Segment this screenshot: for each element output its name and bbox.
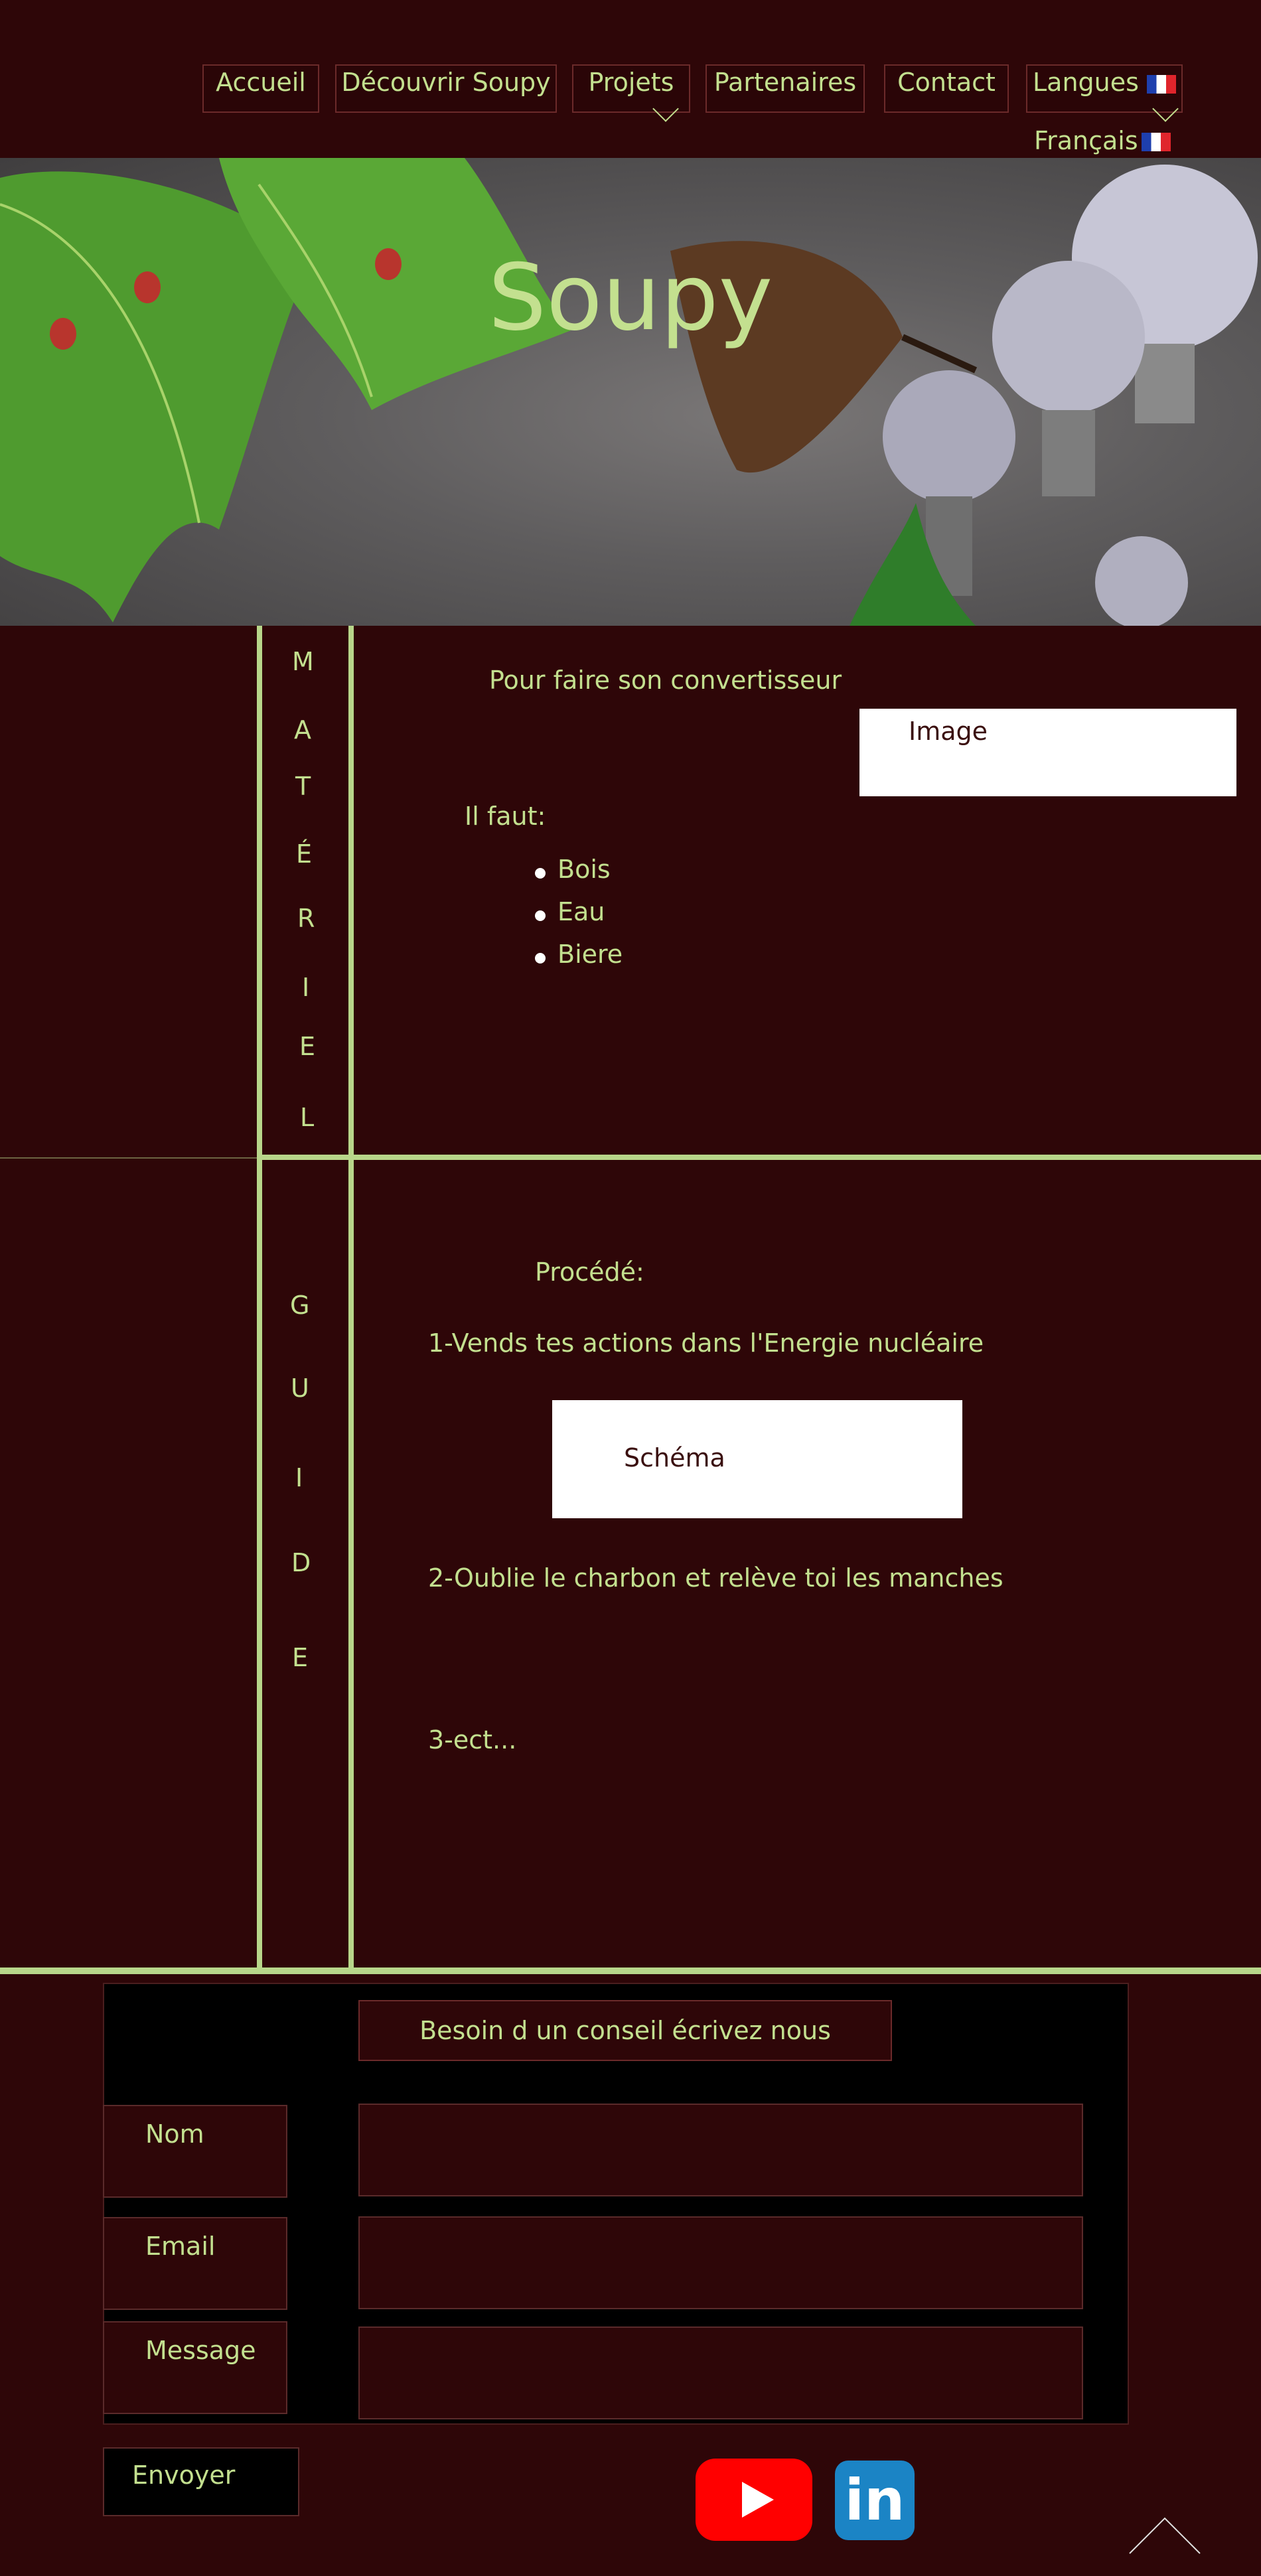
hero-banner bbox=[0, 158, 1261, 626]
nav-accueil[interactable] bbox=[202, 64, 319, 113]
side-letter: I bbox=[295, 1463, 303, 1492]
name-field[interactable] bbox=[358, 2104, 1083, 2196]
side-letter: É bbox=[296, 839, 313, 869]
side-letter: E bbox=[299, 1032, 316, 1061]
step-text: 3-ect... bbox=[428, 1725, 517, 1754]
submit-button[interactable] bbox=[103, 2447, 299, 2516]
placeholder-label: Schéma bbox=[624, 1443, 725, 1472]
list-intro: Il faut: bbox=[465, 802, 546, 831]
side-letter: A bbox=[294, 715, 311, 745]
email-field[interactable] bbox=[358, 2216, 1083, 2309]
linkedin-icon[interactable]: in bbox=[835, 2461, 915, 2540]
play-icon bbox=[696, 2459, 812, 2541]
nav-label: Partenaires bbox=[713, 68, 857, 97]
nav-label: Projets bbox=[588, 68, 674, 97]
nav-label: Accueil bbox=[216, 68, 306, 97]
divider bbox=[257, 1155, 1261, 1160]
nav-label: Langues bbox=[1032, 68, 1139, 97]
nav-label: Contact bbox=[897, 68, 996, 97]
label-text: Email bbox=[145, 2232, 216, 2261]
button-label: Envoyer bbox=[132, 2461, 236, 2490]
side-letter: I bbox=[302, 973, 310, 1002]
divider bbox=[0, 1968, 1261, 1974]
nav-label: Découvrir Soupy bbox=[341, 68, 551, 97]
message-field[interactable] bbox=[358, 2326, 1083, 2419]
nav-partenaires[interactable] bbox=[705, 64, 865, 113]
label-text: Nom bbox=[145, 2119, 204, 2149]
side-letter: G bbox=[290, 1291, 310, 1320]
lang-option-fr[interactable] bbox=[1034, 126, 1138, 155]
divider bbox=[348, 626, 354, 1973]
back-to-top-icon[interactable] bbox=[1128, 2515, 1201, 2555]
french-flag-icon bbox=[1142, 133, 1171, 151]
label-text: Message bbox=[145, 2336, 256, 2365]
placeholder-label: Image bbox=[909, 717, 988, 746]
message-label bbox=[103, 2321, 287, 2414]
nav-decouvrir[interactable] bbox=[335, 64, 557, 113]
french-flag-icon bbox=[1147, 75, 1176, 94]
list-item: Biere bbox=[534, 940, 623, 982]
step-text: 1-Vends tes actions dans l'Energie nucléaire bbox=[428, 1328, 984, 1358]
name-label bbox=[103, 2105, 287, 2198]
side-letter: T bbox=[295, 772, 311, 801]
side-letter: E bbox=[292, 1643, 309, 1672]
lang-label: Français bbox=[1034, 126, 1138, 155]
side-letter: R bbox=[297, 904, 315, 933]
divider bbox=[257, 626, 262, 1973]
nav-contact[interactable] bbox=[884, 64, 1009, 113]
schema-placeholder bbox=[552, 1400, 962, 1518]
email-label bbox=[103, 2217, 287, 2310]
side-letter: U bbox=[291, 1374, 309, 1403]
hero-illustration bbox=[0, 158, 1261, 626]
image-placeholder bbox=[859, 709, 1236, 796]
list-item: Eau bbox=[534, 897, 623, 940]
form-title bbox=[358, 2000, 892, 2061]
side-letter: M bbox=[292, 647, 314, 676]
side-letter: D bbox=[291, 1548, 311, 1577]
divider bbox=[0, 1157, 257, 1159]
side-letter: L bbox=[300, 1103, 315, 1132]
youtube-icon[interactable] bbox=[696, 2459, 812, 2541]
leaf-image bbox=[0, 158, 571, 622]
materials-list bbox=[534, 855, 623, 982]
form-title-label: Besoin d un conseil écrivez nous bbox=[419, 2016, 831, 2045]
page-title: Soupy bbox=[488, 244, 773, 351]
lightbulb-image bbox=[883, 165, 1258, 626]
list-item: Bois bbox=[534, 855, 623, 897]
section-heading: Pour faire son convertisseur bbox=[489, 666, 842, 695]
section-heading: Procédé: bbox=[535, 1257, 644, 1287]
step-text: 2-Oublie le charbon et relève toi les manches bbox=[428, 1563, 1003, 1593]
